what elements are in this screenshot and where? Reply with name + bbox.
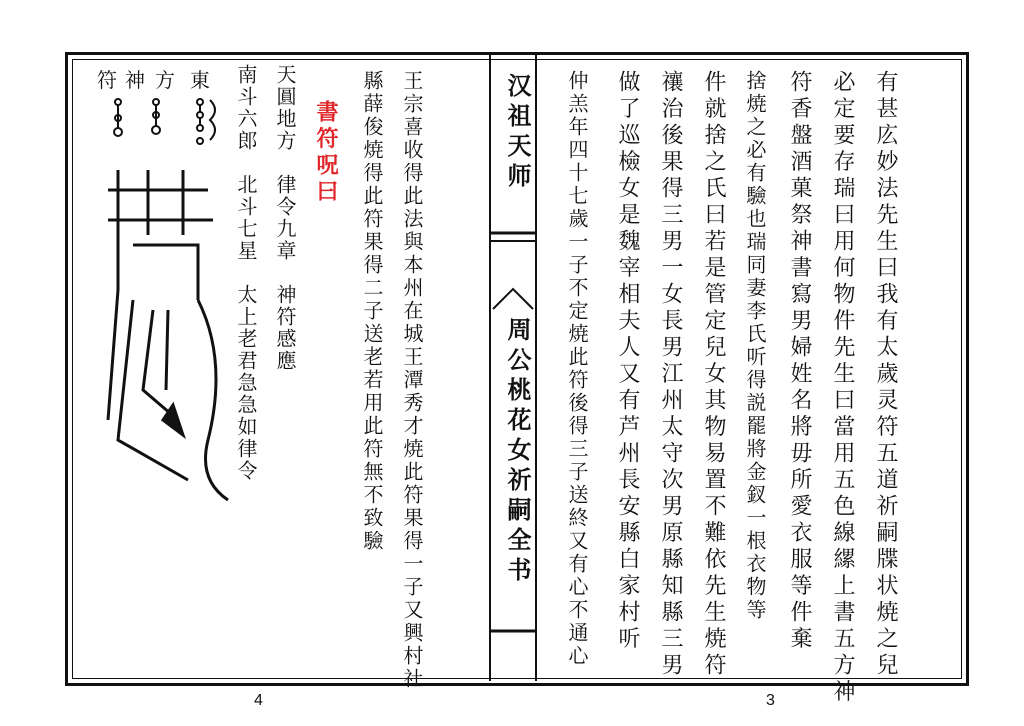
text-column: 禳治後果得三男一女長男江州太守次男原縣知縣三男 <box>658 70 683 680</box>
text-column: 仲羔年四十七歲一子不定焼此符後得三子送終又有心不通心 <box>565 70 589 668</box>
talisman-label: 神 <box>125 68 145 92</box>
text-column: 有甚庅妙法先生曰我有太歲灵符五道祈嗣牒状焼之兒 <box>873 70 898 680</box>
talisman-figure <box>88 60 238 520</box>
talisman-label: 東 <box>190 68 210 92</box>
text-column: 捨焼之必有驗也瑞同妻李氏听得説罷將金釵一根衣物等 <box>743 70 767 622</box>
incantation-line: 南斗六郎 北斗七星 太上老君急急如律令 <box>234 64 258 482</box>
book-spine <box>489 55 537 681</box>
text-column: 做了巡檢女是魏宰相夫人又有芦州長安縣白家村听 <box>615 70 640 653</box>
talisman-label: 符 <box>97 68 117 92</box>
spine-divider <box>491 231 535 311</box>
page-number-right: 3 <box>766 692 775 709</box>
incantation-line: 天圓地方 律令九章 神符感應 <box>273 64 297 372</box>
text-column: 件就捨之氏曰若是管定兒女其物易置不難依先生焼符 <box>701 70 726 680</box>
section-heading: 書符呪曰 <box>313 100 339 206</box>
series-title: 汉祖天师 <box>503 73 531 193</box>
text-column: 必定要存瑞曰用何物件先生曰當用五色線縲上書五方神 <box>830 70 855 706</box>
text-column: 王宗喜收得此法與本州在城王潭秀才焼此符果得一子又興村社 <box>400 70 424 691</box>
spine-divider-bottom <box>491 625 535 637</box>
talisman-label: 方 <box>155 68 175 92</box>
book-title: 周公桃花女祈嗣全书 <box>503 317 531 587</box>
text-column: 縣薛俊焼得此符果得二子送老若用此符無不致驗 <box>360 70 384 553</box>
text-column: 符香盤酒菓祭神書寫男婦姓名將毋所愛衣服等件棄 <box>787 70 812 653</box>
page-number-left: 4 <box>254 692 263 709</box>
